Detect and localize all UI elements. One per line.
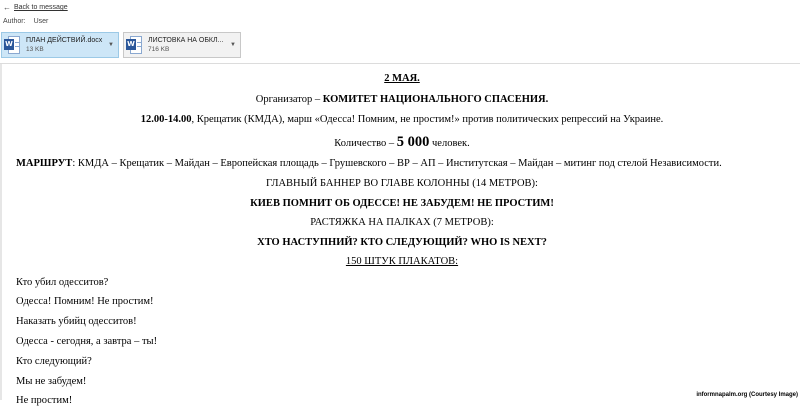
author-line [3, 18, 48, 25]
back-arrow-icon: ← [3, 3, 11, 12]
attachment-list [1, 32, 241, 58]
slogan-line: Кто следующий? [16, 356, 92, 367]
march-line [2, 114, 800, 125]
organizer-label: Организатор – [255, 94, 321, 105]
count-unit: человек. [432, 138, 470, 149]
chevron-down-icon[interactable]: ▼ [108, 42, 114, 48]
route-label: МАРШРУТ [16, 158, 73, 169]
route-line [16, 158, 722, 169]
banner-text: КИЕВ ПОМНИТ ОБ ОДЕССЕ! НЕ ЗАБУДЕМ! НЕ ПРОСТИМ! [250, 198, 554, 209]
attachment-filename: ПЛАН ДЕЙСТВИЙ.docx [26, 37, 103, 44]
march-text: , Крещатик (КМДА), марш «Одесса! Помним, не простим!» против политических репрессий на Украине. [191, 114, 664, 125]
author-label: Author: [3, 18, 26, 25]
attachment-filename: ЛИСТОВКА НА ОБКЛ... [148, 37, 224, 44]
slogan-line: Наказать убийц одесситов! [16, 316, 137, 327]
back-link-label: Back to message [14, 4, 68, 11]
slogan-line: Одесса! Помним! Не простим! [16, 296, 154, 307]
document-date: 2 МАЯ. [384, 73, 420, 84]
word-icon: W [126, 36, 142, 54]
author-value: User [33, 18, 49, 25]
stretch-heading: РАСТЯЖКА НА ПАЛКАХ (7 МЕТРОВ): [310, 217, 494, 228]
message-header [0, 0, 800, 62]
march-time: 12.00-14.00 [140, 114, 192, 125]
slogan-line: Одесса - сегодня, а завтра – ты! [16, 336, 158, 347]
attachment-size: 716 KB [148, 46, 170, 53]
stretch-text: ХТО НАСТУПНИЙ? КТО СЛЕДУЮЩИЙ? WHO IS NEXT? [257, 237, 547, 248]
organizer-name: КОМИТЕТ НАЦИОНАЛЬНОГО СПАСЕНИЯ. [322, 94, 549, 105]
attachment-size: 13 KB [26, 46, 44, 53]
attachment-plan[interactable] [1, 32, 119, 58]
count-line [2, 134, 800, 151]
route-text: : КМДА – Крещатик – Майдан – Европейская площадь – Грушевского – ВР – АП – Институтская – Майдан – митинг под стелой Независимости. [72, 158, 722, 169]
banner-heading: ГЛАВНЫЙ БАННЕР ВО ГЛАВЕ КОЛОННЫ (14 МЕТРОВ): [266, 178, 538, 189]
back-to-message-link[interactable] [3, 3, 68, 12]
slogan-line: Не простим! [16, 395, 73, 406]
attachment-leaflet[interactable] [123, 32, 241, 58]
count-value: 5 000 [396, 134, 430, 150]
posters-heading: 150 ШТУК ПЛАКАТОВ: [345, 256, 459, 267]
watermark-credit: informnapalm.org (Courtesy Image) [696, 392, 798, 398]
slogan-line: Мы не забудем! [16, 376, 87, 387]
word-icon: W [4, 36, 20, 54]
organizer-line [2, 94, 800, 105]
slogan-line: Кто убил одесситов? [16, 277, 109, 288]
chevron-down-icon[interactable]: ▼ [230, 42, 236, 48]
count-label: Количество – [334, 138, 395, 149]
document-preview [0, 64, 800, 406]
